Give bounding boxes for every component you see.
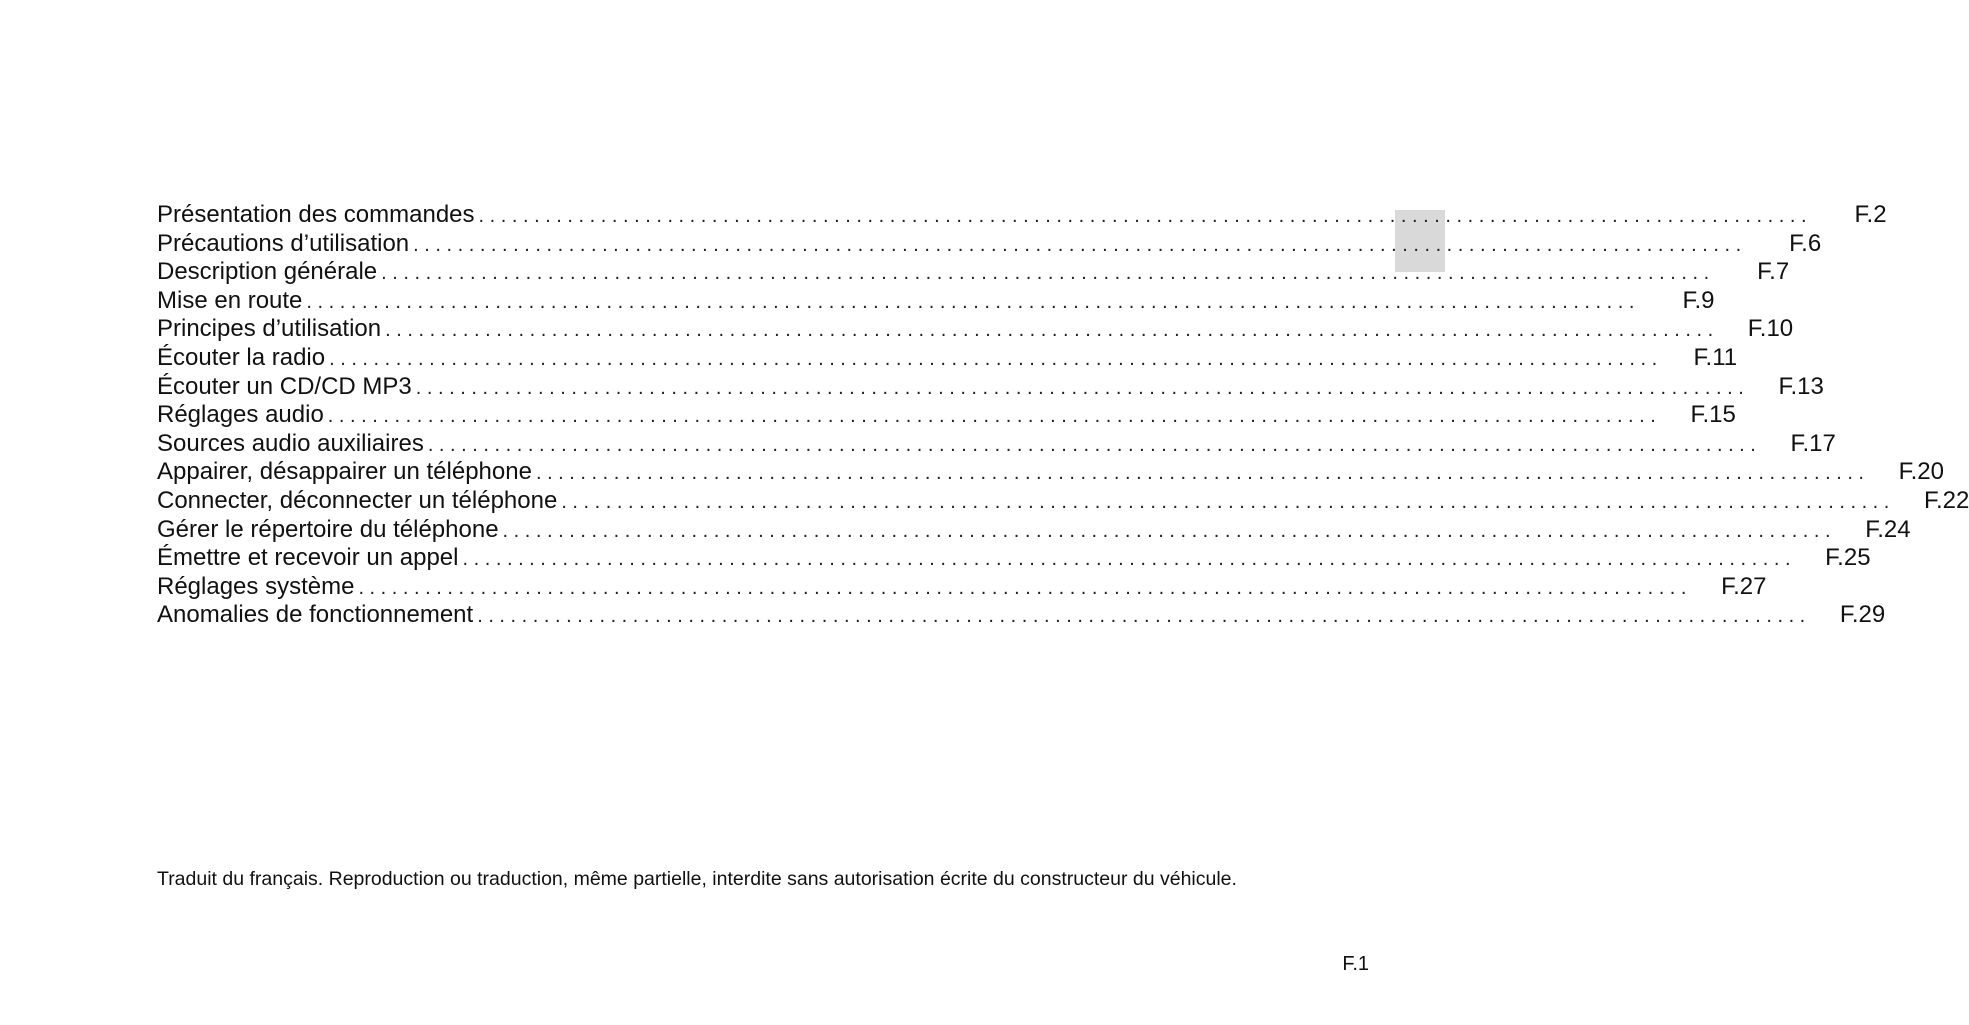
toc-entry[interactable] bbox=[157, 572, 1767, 602]
toc-entry-title: Précautions d’utilisation bbox=[157, 229, 410, 257]
toc-dot-leader: . . . . . . . . . . . . . . . . . . . . . . . . . . . . . . . . . . . . . . . . . . . . . . . . . . . . . . . . . . . . . . . . . . . . . . . . . . . . . . . . . . . . . . . . . . . . . . . . . . . . . . . . . . . . . . . . . . . . . . . . bbox=[462, 548, 1791, 571]
toc-dot-leader: . . . . . . . . . . . . . . . . . . . . . . . . . . . . . . . . . . . . . . . . . . . . . . . . . . . . . . . . . . . . . . . . . . . . . . . . . . . . . . . . . . . . . . . . . . . . . . . . . . . . . . . . . . . . . . . . . . . . . . . . bbox=[535, 462, 1864, 485]
toc-entry-title: Anomalies de fonctionnement bbox=[157, 601, 474, 629]
toc-entry[interactable] bbox=[157, 401, 1736, 430]
toc-entry-page: F.9 bbox=[1682, 286, 1715, 314]
toc-dot-leader: . . . . . . . . . . . . . . . . . . . . . . . . . . . . . . . . . . . . . . . . . . . . . . . . . . . . . . . . . . . . . . . . . . . . . . . . . . . . . . . . . . . . . . . . . . . . . . . . . . . . . . . . . . . . . . . . . . . . . . . . bbox=[358, 576, 1687, 599]
toc-entry-page: F.22 bbox=[1923, 486, 1969, 514]
toc-entry-title: Description générale bbox=[157, 258, 378, 286]
toc-dot-leader: . . . . . . . . . . . . . . . . . . . . . . . . . . . . . . . . . . . . . . . . . . . . . . . . . . . . . . . . . . . . . . . . . . . . . . . . . . . . . . . . . . . . . . . . . . . . . . . . . . . . . . . . . . . . . . . . . . . . . . . . bbox=[477, 605, 1806, 628]
toc-entry[interactable] bbox=[157, 315, 1794, 344]
toc-entry-page: F.20 bbox=[1898, 458, 1944, 486]
toc-dot-leader: . . . . . . . . . . . . . . . . . . . . . . . . . . . . . . . . . . . . . . . . . . . . . . . . . . . . . . . . . . . . . . . . . . . . . . . . . . . . . . . . . . . . . . . . . . . . . . . . . . . . . . . . . . . . . . . . . . . . . . . . bbox=[561, 490, 1890, 513]
toc-entry[interactable] bbox=[157, 343, 1738, 373]
toc-entry[interactable] bbox=[157, 258, 1790, 287]
toc-entry-title: Réglages système bbox=[157, 572, 355, 600]
table-of-contents bbox=[157, 201, 1969, 630]
toc-entry-page: F.25 bbox=[1825, 544, 1871, 572]
toc-entry-title: Connecter, déconnecter un téléphone bbox=[157, 486, 558, 514]
toc-entry-title: Appairer, désappairer un téléphone bbox=[157, 458, 532, 486]
toc-entry[interactable] bbox=[157, 229, 1822, 259]
toc-entry-title: Gérer le répertoire du téléphone bbox=[157, 515, 499, 543]
toc-entry-page: F.17 bbox=[1790, 429, 1836, 457]
toc-entry[interactable] bbox=[157, 544, 1871, 573]
toc-entry-title: Écouter un CD/CD MP3 bbox=[157, 372, 412, 400]
toc-dot-leader: . . . . . . . . . . . . . . . . . . . . . . . . . . . . . . . . . . . . . . . . . . . . . . . . . . . . . . . . . . . . . . . . . . . . . . . . . . . . . . . . . . . . . . . . . . . . . . . . . . . . . . . . . . . . . . . . . . . . . . . . bbox=[478, 205, 1807, 227]
toc-entry-page: F.27 bbox=[1721, 572, 1767, 600]
toc-dot-leader: . . . . . . . . . . . . . . . . . . . . . . . . . . . . . . . . . . . . . . . . . . . . . . . . . . . . . . . . . . . . . . . . . . . . . . . . . . . . . . . . . . . . . . . . . . . . . . . . . . . . . . . . . . . . . . . . . . . . . . . . bbox=[306, 290, 1635, 313]
toc-entry[interactable] bbox=[157, 515, 1911, 545]
toc-entry-title: Réglages audio bbox=[157, 401, 324, 429]
toc-entry-title: Principes d’utilisation bbox=[157, 315, 382, 343]
toc-entry-page: F.13 bbox=[1778, 372, 1824, 400]
toc-entry[interactable] bbox=[157, 429, 1836, 459]
toc-entry-title: Mise en route bbox=[157, 286, 303, 314]
toc-entry-page: F.11 bbox=[1693, 343, 1738, 371]
toc-entry-page: F.15 bbox=[1690, 401, 1736, 429]
toc-entry[interactable] bbox=[157, 372, 1824, 402]
toc-entry-page: F.7 bbox=[1757, 258, 1790, 286]
toc-entry-page: F.24 bbox=[1865, 515, 1911, 543]
toc-dot-leader: . . . . . . . . . . . . . . . . . . . . . . . . . . . . . . . . . . . . . . . . . . . . . . . . . . . . . . . . . . . . . . . . . . . . . . . . . . . . . . . . . . . . . . . . . . . . . . . . . . . . . . . . . . . . . . . . . . . . . . . . bbox=[415, 376, 1744, 399]
toc-entry-title: Émettre et recevoir un appel bbox=[157, 544, 459, 572]
toc-dot-leader: . . . . . . . . . . . . . . . . . . . . . . . . . . . . . . . . . . . . . . . . . . . . . . . . . . . . . . . . . . . . . . . . . . . . . . . . . . . . . . . . . . . . . . . . . . . . . . . . . . . . . . . . . . . . . . . . . . . . . . . . bbox=[385, 319, 1714, 342]
toc-dot-leader: . . . . . . . . . . . . . . . . . . . . . . . . . . . . . . . . . . . . . . . . . . . . . . . . . . . . . . . . . . . . . . . . . . . . . . . . . . . . . . . . . . . . . . . . . . . . . . . . . . . . . . . . . . . . . . . . . . . . . . . . bbox=[327, 405, 1656, 428]
toc-entry-page: F.29 bbox=[1839, 601, 1886, 629]
toc-entry[interactable] bbox=[157, 201, 1887, 230]
toc-entry-title: Écouter la radio bbox=[157, 343, 326, 371]
toc-entry[interactable] bbox=[157, 486, 1969, 516]
toc-entry-page: F.6 bbox=[1789, 229, 1822, 257]
toc-dot-leader: . . . . . . . . . . . . . . . . . . . . . . . . . . . . . . . . . . . . . . . . . . . . . . . . . . . . . . . . . . . . . . . . . . . . . . . . . . . . . . . . . . . . . . . . . . . . . . . . . . . . . . . . . . . . . . . . . . . . . . . . bbox=[329, 347, 1658, 370]
toc-entry-title: Sources audio auxiliaires bbox=[157, 429, 424, 457]
toc-entry[interactable] bbox=[157, 286, 1715, 316]
page-number: F.1 bbox=[1342, 953, 1369, 975]
toc-entry[interactable] bbox=[157, 601, 1886, 630]
copyright-note: Traduit du français. Reproduction ou traduction, même partielle, interdite sans autorisation écrite du constructeur du véhicule. bbox=[157, 868, 1237, 890]
toc-entry[interactable] bbox=[157, 458, 1944, 487]
toc-entry-title: Présentation des commandes bbox=[157, 201, 475, 228]
toc-entry-page: F.2 bbox=[1854, 201, 1887, 228]
toc-dot-leader: . . . . . . . . . . . . . . . . . . . . . . . . . . . . . . . . . . . . . . . . . . . . . . . . . . . . . . . . . . . . . . . . . . . . . . . . . . . . . . . . . . . . . . . . . . . . . . . . . . . . . . . . . . . . . . . . . . . . . . . . bbox=[427, 433, 1756, 456]
toc-dot-leader: . . . . . . . . . . . . . . . . . . . . . . . . . . . . . . . . . . . . . . . . . . . . . . . . . . . . . . . . . . . . . . . . . . . . . . . . . . . . . . . . . . . . . . . . . . . . . . . . . . . . . . . . . . . . . . . . . . . . . . . . bbox=[413, 233, 1742, 256]
toc-entry-page: F.10 bbox=[1747, 315, 1794, 343]
toc-dot-leader: . . . . . . . . . . . . . . . . . . . . . . . . . . . . . . . . . . . . . . . . . . . . . . . . . . . . . . . . . . . . . . . . . . . . . . . . . . . . . . . . . . . . . . . . . . . . . . . . . . . . . . . . . . . . . . . . . . . . . . . . bbox=[381, 262, 1710, 285]
toc-dot-leader: . . . . . . . . . . . . . . . . . . . . . . . . . . . . . . . . . . . . . . . . . . . . . . . . . . . . . . . . . . . . . . . . . . . . . . . . . . . . . . . . . . . . . . . . . . . . . . . . . . . . . . . . . . . . . . . . . . . . . . . . bbox=[502, 519, 1831, 542]
